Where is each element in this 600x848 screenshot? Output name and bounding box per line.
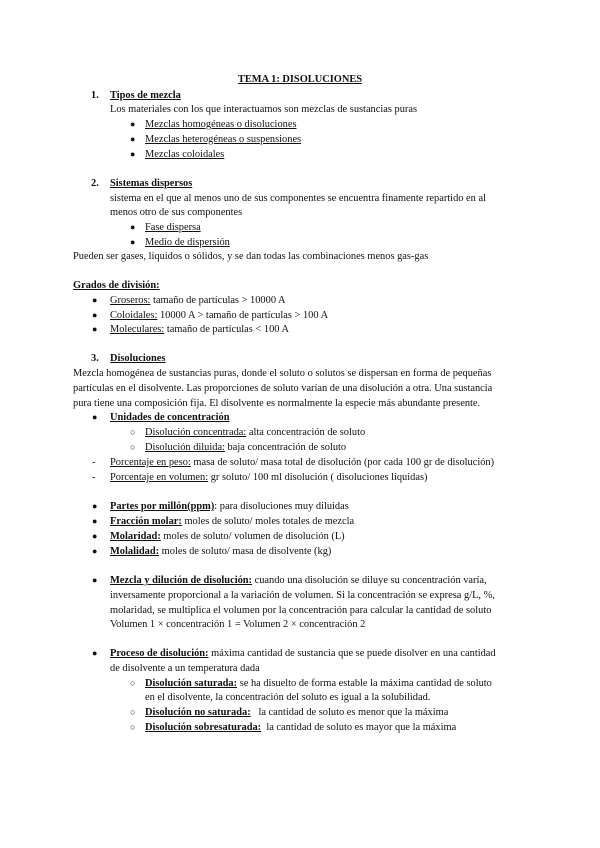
- grado-item: Groseros: tamaño de partículas > 10000 A: [110, 295, 286, 306]
- section-3-heading: Disoluciones: [110, 353, 166, 364]
- sistema-item: Fase dispersa: [145, 222, 201, 233]
- conc-item: Disolución diluida: baja concentración de soluto: [145, 442, 347, 453]
- bullet-icon: ●: [92, 516, 98, 526]
- proceso-line: de disolvente a un temperatura dada: [110, 663, 260, 674]
- section-3-paragraph-line: partículas en el disolvente. Las proporciones de soluto varían de una disolución a otra. Una sustancia: [73, 383, 493, 394]
- bullet-icon: ●: [130, 222, 136, 232]
- section-2-text-line: menos otro de sus componentes: [110, 207, 243, 218]
- saturada-line: en el disolvente, la concentración del soluto es igual a la solubilidad.: [145, 692, 431, 703]
- mezcla-item: Mezclas heterogéneas o suspensiones: [145, 134, 302, 145]
- mezcla-dilucion-line: Mezcla y dilución de disolución: cuando una disolución se diluye su concentración varía,: [110, 575, 487, 586]
- bullet-icon: ●: [92, 412, 98, 422]
- grado-item: Coloidales: 10000 A > tamaño de partículas > 100 A: [110, 310, 329, 321]
- unit-item: Molaridad: moles de soluto/ volumen de disolución (L): [110, 531, 345, 542]
- section-2-number: 2.: [91, 178, 99, 189]
- section-2-text-line: sistema en el que al menos uno de sus componentes se encuentra finamente repartido en al: [110, 193, 486, 204]
- unidades-heading: Unidades de concentración: [110, 412, 230, 423]
- page-title: TEMA 1: DISOLUCIONES: [237, 74, 363, 85]
- bullet-icon: ●: [130, 149, 136, 159]
- section-2-note: Pueden ser gases, líquidos o sólidos, y se dan todas las combinaciones menos gas-gas: [73, 251, 429, 262]
- bullet-icon: ●: [92, 546, 98, 556]
- mezcla-item: Mezclas coloidales: [145, 149, 225, 160]
- conc-item: Disolución concentrada: alta concentración de soluto: [145, 427, 366, 438]
- bullet-icon: ●: [92, 310, 98, 320]
- mezcla-dilucion-line: molaridad, se multiplica el volumen por la concentración para calcular la cantidad de soluto: [110, 605, 492, 616]
- section-1-heading: Tipos de mezcla: [110, 90, 181, 101]
- bullet-icon: ●: [130, 237, 136, 247]
- mezcla-dilucion-line: inversamente proporcional a la variación de volumen. Si la concentración se expresa g/L, %,: [110, 590, 495, 601]
- grado-item: Moleculares: tamaño de partículas < 100 A: [110, 324, 289, 335]
- section-2-heading: Sistemas dispersos: [110, 178, 193, 189]
- unit-item: Molalidad: moles de soluto/ masa de disolvente (kg): [110, 546, 332, 557]
- bullet-icon: ●: [92, 531, 98, 541]
- sobresaturada-line: Disolución sobresaturada: la cantidad de soluto es mayor que la máxima: [145, 722, 457, 733]
- grados-heading: Grados de división:: [73, 280, 160, 291]
- circle-bullet-icon: ○: [130, 442, 136, 452]
- section-1-intro: Los materiales con los que interactuamos son mezclas de sustancias puras: [110, 104, 418, 115]
- section-3-paragraph-line: Mezcla homogénea de sustancias puras, donde el soluto o solutos se dispersan en forma de pequeñas: [73, 368, 492, 379]
- dash-icon: -: [92, 457, 96, 468]
- circle-bullet-icon: ○: [130, 427, 136, 437]
- bullet-icon: ●: [130, 134, 136, 144]
- section-3-number: 3.: [91, 353, 99, 364]
- bullet-icon: ●: [130, 119, 136, 129]
- porcentaje-item: Porcentaje en volumen: gr soluto/ 100 ml disolución ( disoluciones líquidas): [110, 472, 428, 483]
- mezcla-dilucion-formula: Volumen 1 × concentración 1 = Volumen 2 × concentración 2: [110, 619, 366, 630]
- unit-item: Fracción molar: moles de soluto/ moles totales de mezcla: [110, 516, 355, 527]
- no-saturada-line: Disolución no saturada: la cantidad de soluto es menor que la máxima: [145, 707, 449, 718]
- circle-bullet-icon: ○: [130, 678, 136, 688]
- bullet-icon: ●: [92, 648, 98, 658]
- porcentaje-item: Porcentaje en peso: masa de soluto/ masa total de disolución (por cada 100 gr de disolución): [110, 457, 495, 468]
- circle-bullet-icon: ○: [130, 722, 136, 732]
- section-1-number: 1.: [91, 90, 99, 101]
- bullet-icon: ●: [92, 575, 98, 585]
- mezcla-item: Mezclas homogéneas o disoluciones: [145, 119, 297, 130]
- sistema-item: Medio de dispersión: [145, 237, 230, 248]
- proceso-line: Proceso de disolución: máxima cantidad de sustancia que se puede disolver en una cantidad: [110, 648, 496, 659]
- saturada-line: Disolución saturada: se ha disuelto de forma estable la máxima cantidad de soluto: [145, 678, 492, 689]
- bullet-icon: ●: [92, 501, 98, 511]
- bullet-icon: ●: [92, 295, 98, 305]
- section-3-paragraph-line: pura tiene una composición fija. El disolvente es normalmente la especie más abundante presente.: [73, 398, 481, 409]
- unit-item: Partes por millón(ppm): para disoluciones muy diluidas: [110, 501, 349, 512]
- bullet-icon: ●: [92, 324, 98, 334]
- dash-icon: -: [92, 472, 96, 483]
- circle-bullet-icon: ○: [130, 707, 136, 717]
